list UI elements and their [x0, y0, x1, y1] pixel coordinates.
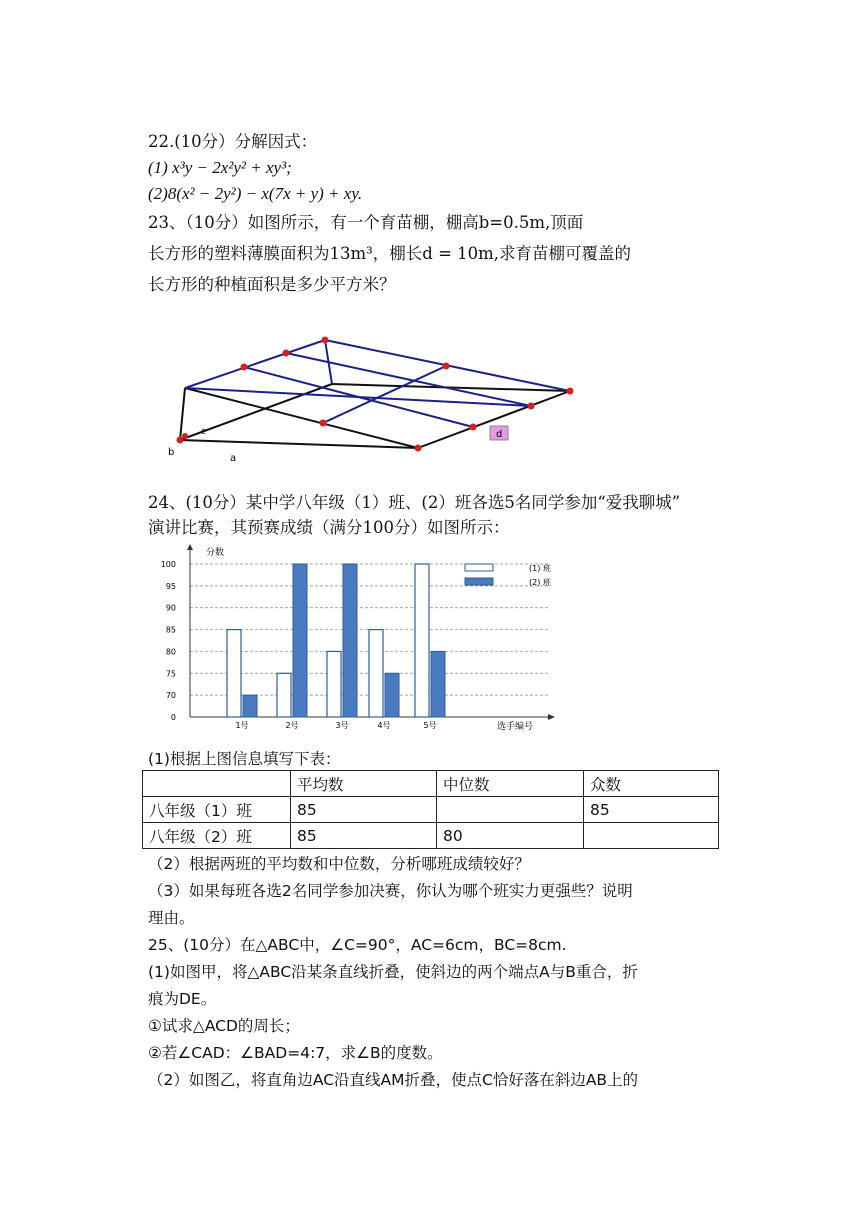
q24-line1: 24、(10分）某中学八年级（1）班、(2）班各选5名同学参加“爱我聊城” — [148, 493, 681, 512]
y-tick-label: 75 — [165, 669, 176, 679]
table-row — [143, 797, 719, 823]
q25-line5: ②若∠CAD：∠BAD=4:7，求∠B的度数。 — [148, 1044, 443, 1062]
table-cell: 85 — [291, 823, 437, 849]
q24-part3-line2: 理由。 — [148, 909, 195, 927]
chart-bars — [227, 564, 445, 717]
bar-class1 — [227, 630, 241, 717]
bar-class2 — [343, 564, 357, 717]
greenhouse-figure — [160, 330, 590, 465]
x-tick-labels — [235, 720, 436, 730]
q25-line3: 痕为DE。 — [148, 990, 217, 1008]
q22-part2: (2)8(x² − 2y²) − x(7x + y) + xy. — [148, 184, 363, 203]
y-tick-label: 85 — [165, 625, 176, 635]
table-cell: 85 — [584, 797, 719, 823]
table-header-cell: 众数 — [584, 771, 719, 797]
q23-line1: 23、（10分）如图所示，有一个育苗棚，棚高b=0.5m,顶面 — [148, 213, 584, 232]
bar-class2 — [385, 673, 399, 717]
x-axis-arrow — [548, 714, 555, 720]
label-c: c — [201, 427, 206, 437]
score-table — [142, 770, 719, 849]
q22-title: 22.(10分）分解因式： — [148, 132, 318, 151]
y-tick-label: 80 — [165, 647, 176, 657]
label-b: b — [168, 447, 175, 458]
table-cell: 85 — [291, 797, 437, 823]
label-a: a — [230, 453, 237, 464]
table-header-row — [143, 771, 719, 797]
legend-label-class1: (1) 班 — [529, 564, 551, 573]
table-cell: 80 — [437, 823, 584, 849]
table-row — [143, 823, 719, 849]
y-axis-label: 分数 — [206, 548, 225, 558]
table-cell — [584, 823, 719, 849]
bar-class2 — [431, 651, 445, 717]
table-header-cell — [143, 771, 291, 797]
x-tick-label: 5号 — [423, 721, 437, 730]
q22-part1: (1) x³y − 2x²y² + xy³; — [148, 158, 292, 177]
x-tick-label: 2号 — [285, 721, 299, 730]
bar-class2 — [243, 695, 257, 717]
table-cell: 八年级（1）班 — [143, 797, 291, 823]
q23-line3: 长方形的种植面积是多少平方米？ — [148, 275, 396, 294]
q24-part2: （2）根据两班的平均数和中位数，分析哪班成绩较好？ — [148, 855, 530, 873]
y-tick-label: 90 — [165, 603, 176, 613]
q24-part1: (1)根据上图信息填写下表： — [148, 750, 341, 768]
table-header-cell: 平均数 — [291, 771, 437, 797]
legend-label-class2: (2) 班 — [529, 578, 551, 587]
bar-class1 — [369, 630, 383, 717]
y-tick-label: 70 — [165, 691, 176, 701]
y-tick-label: 0 — [170, 713, 176, 722]
q24-part3-line1: （3）如果每班各选2名同学参加决赛，你认为哪个班实力更强些？说明 — [148, 882, 633, 900]
q24-line2: 演讲比赛，其预赛成绩（满分100分）如图所示： — [148, 518, 510, 537]
legend-swatch-class1 — [465, 564, 493, 571]
x-axis-label: 选手编号 — [497, 722, 534, 732]
y-tick-label: 100 — [160, 560, 176, 569]
label-d: d — [496, 429, 503, 440]
x-tick-label: 1号 — [235, 721, 249, 730]
bar-class2 — [293, 564, 307, 717]
table-header-cell: 中位数 — [437, 771, 584, 797]
bar-class1 — [277, 673, 291, 717]
chart-legend — [465, 563, 551, 587]
q23-line2: 长方形的塑料薄膜面积为13m³，棚长d = 10m,求育苗棚可覆盖的 — [148, 244, 632, 263]
x-tick-label: 3号 — [335, 721, 349, 730]
table-cell — [437, 797, 584, 823]
q25-line4: ①试求△ACD的周长； — [148, 1017, 300, 1035]
x-tick-label: 4号 — [377, 721, 391, 730]
y-tick-label: 95 — [165, 581, 176, 591]
legend-swatch-class2 — [465, 578, 493, 585]
table-cell: 八年级（2）班 — [143, 823, 291, 849]
y-axis-arrow — [187, 544, 193, 550]
q25-line2: (1)如图甲，将△ABC沿某条直线折叠，使斜边的两个端点A与B重合，折 — [148, 963, 638, 981]
y-tick-labels — [161, 560, 176, 722]
bar-class1 — [415, 564, 429, 717]
score-bar-chart — [150, 540, 590, 740]
q25-line1: 25、(10分）在△ABC中，∠C=90°，AC=6cm，BC=8cm. — [148, 936, 567, 954]
bar-class1 — [327, 651, 341, 717]
q25-line6: （2）如图乙，将直角边AC沿直线AM折叠，使点C恰好落在斜边AB上的 — [148, 1071, 639, 1089]
